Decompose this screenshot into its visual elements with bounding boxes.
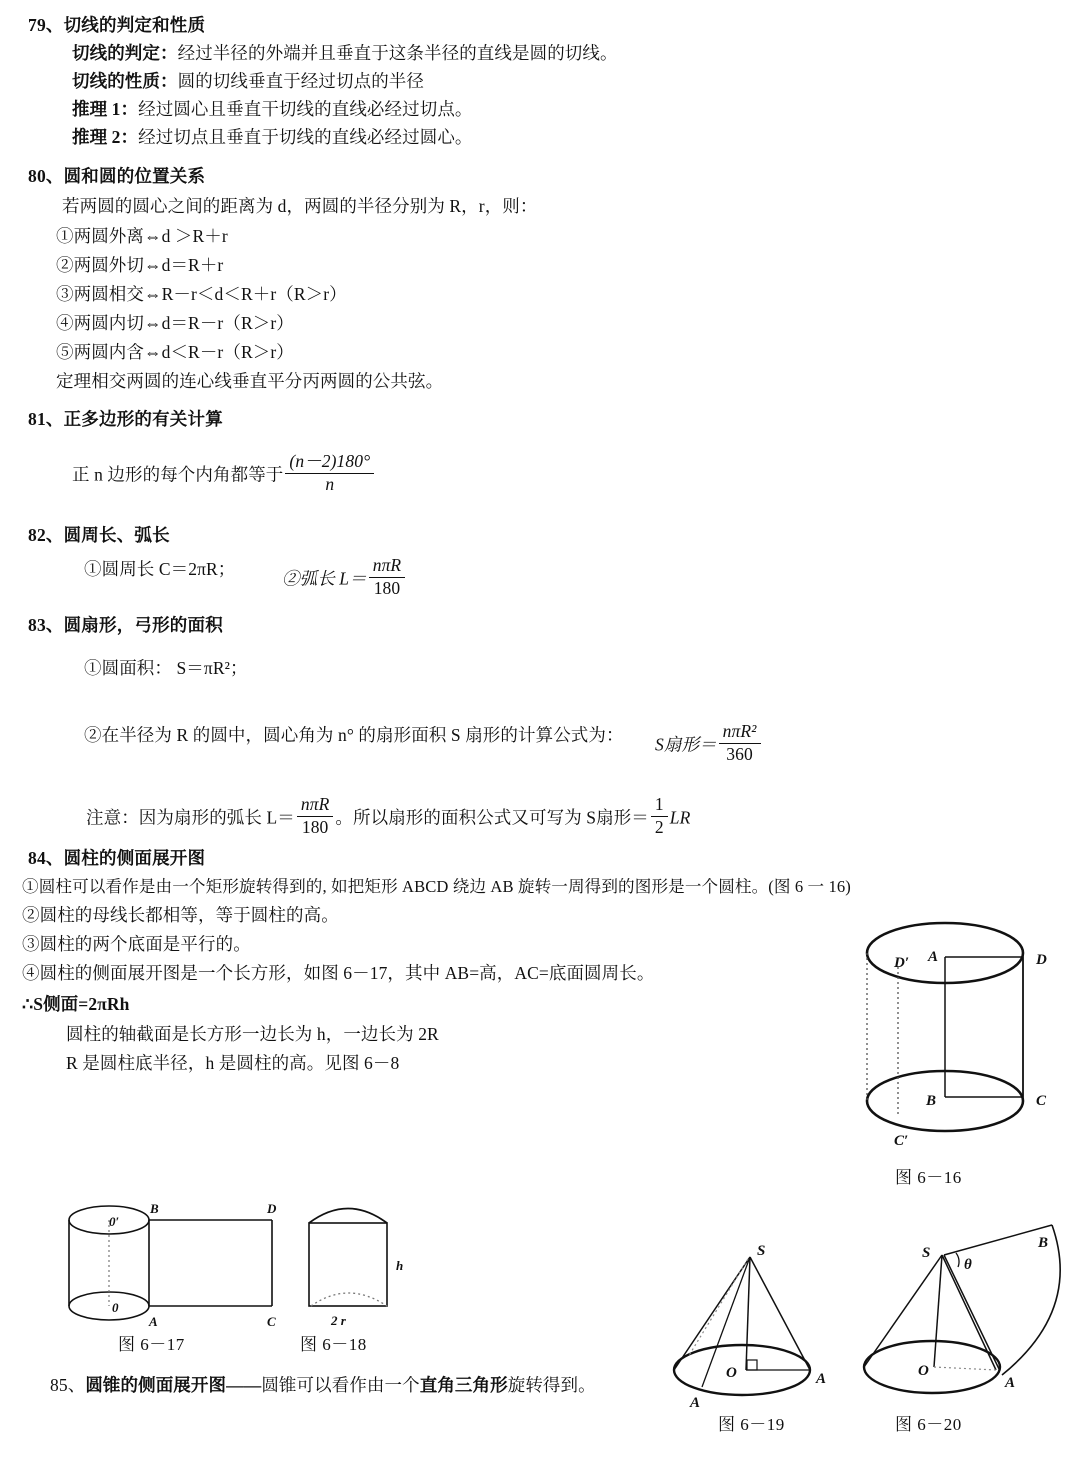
label-S: S [922, 1245, 931, 1261]
section-80-line-1: 若两圆的圆心之间的距离为 d，两圆的半径分别为 R，r，则： [62, 196, 538, 216]
section-83-note-denominator-1: 180 [301, 816, 329, 837]
section-79-line-4-text: 经过切点且垂直于切线的直线必经过圆心。 [138, 127, 473, 147]
section-82-item-2 [282, 556, 407, 598]
section-82-title: 圆周长、弧长 [63, 525, 170, 545]
section-81-formula-line [72, 452, 376, 494]
section-85-number: 85、 [50, 1375, 86, 1395]
section-83-note [86, 795, 690, 837]
section-80-title: 圆和圆的位置关系 [63, 166, 206, 186]
section-81-number: 81、 [28, 409, 64, 429]
section-84-line-3: ③圆柱的两个底面是平行的。 [22, 934, 251, 954]
section-82-heading [28, 522, 170, 547]
label-C: C [267, 1314, 276, 1329]
cylinder-axial-section-illustration [297, 1198, 422, 1333]
section-83-numerator: nπR² [719, 722, 761, 744]
section-79-number: 79、 [28, 15, 64, 35]
section-85-text-b: 旋转得到。 [507, 1375, 596, 1395]
section-82-denominator: 180 [373, 577, 401, 598]
label-B: B [150, 1201, 159, 1216]
section-79-line-3-label: 推理 1： [72, 99, 139, 119]
section-83-note-denominator-2: 2 [654, 816, 664, 837]
label-O-prime: 0′ [109, 1214, 120, 1229]
section-85-text-a: 圆锥可以看作由一个 [261, 1375, 420, 1395]
section-79-line-1-label: 切线的判定： [72, 43, 178, 63]
figure-6-16-caption: 图 6－16 [895, 1168, 962, 1187]
section-85-title: 圆锥的侧面展开图 [85, 1375, 227, 1395]
section-83-note-fraction-2 [651, 795, 668, 837]
section-80-line-7: 定理相交两圆的连心线垂直平分丙两圆的公共弦。 [56, 371, 444, 391]
section-82-number: 82、 [28, 525, 64, 545]
label-B: B [926, 1093, 937, 1109]
section-79-line-2-text: 圆的切线垂直于经过切点的半径 [177, 71, 425, 91]
section-83-item-1: ①圆面积： S＝πR²； [84, 658, 248, 678]
section-85-dash: —— [226, 1375, 262, 1395]
section-81-fraction [285, 452, 374, 494]
section-79-heading [28, 12, 205, 37]
section-79-title: 切线的判定和性质 [63, 15, 206, 35]
section-83-title: 圆扇形，弓形的面积 [63, 615, 223, 635]
label-theta: θ [964, 1257, 972, 1273]
label-A: A [1005, 1375, 1016, 1391]
section-80-number: 80、 [28, 166, 64, 186]
figure-6-18 [297, 1198, 422, 1333]
label-A: A [149, 1314, 158, 1329]
section-83-fraction [719, 722, 761, 764]
section-83-note-tail: LR [669, 807, 691, 828]
section-80-line-3: ②两圆外切⇔d＝R＋r [56, 255, 224, 275]
section-79-line-2-label: 切线的性质： [72, 71, 178, 91]
section-79-line-3 [72, 96, 473, 121]
label-O: O [918, 1363, 929, 1379]
figure-6-20-caption: 图 6－20 [895, 1415, 962, 1434]
section-84-title: 圆柱的侧面展开图 [63, 848, 206, 868]
section-83-item-2-formula [655, 722, 763, 764]
label-D-prime: D′ [894, 955, 910, 971]
section-84-number: 84、 [28, 848, 64, 868]
section-79-line-4 [72, 124, 473, 149]
cone-unrolled-sector-illustration [860, 1215, 1075, 1425]
figure-6-19 [660, 1235, 840, 1425]
label-A-front: A [690, 1395, 701, 1411]
label-S: S [757, 1243, 766, 1259]
section-84-sub-line-1: 圆柱的轴截面是长方形一边长为 h，一边长为 2R [66, 1024, 439, 1044]
section-79-line-3-text: 经过圆心且垂直干切线的直线必经过切点。 [138, 99, 473, 119]
section-85-text-bold: 直角三角形 [419, 1375, 508, 1395]
section-82-fraction [369, 556, 406, 598]
section-79-line-4-label: 推理 2： [72, 127, 139, 147]
section-83-number: 83、 [28, 615, 64, 635]
label-O: O [726, 1365, 737, 1381]
section-84-conclusion: ∴S侧面=2πRh [22, 994, 130, 1014]
label-D: D [267, 1201, 277, 1216]
section-81-denominator: n [325, 473, 335, 494]
section-82-item-1: ①圆周长 C＝2πR； [84, 559, 236, 579]
section-83-heading [28, 612, 223, 637]
section-79-line-2 [72, 68, 424, 93]
section-83-note-numerator-1: nπR [297, 795, 334, 817]
figure-6-17-caption: 图 6－17 [118, 1335, 185, 1354]
section-84-heading [28, 845, 205, 870]
cylinder-unrolled-illustration [62, 1198, 287, 1333]
section-83-note-lead: 注意：因为扇形的弧长 L＝ [86, 807, 295, 828]
label-B: B [1038, 1235, 1049, 1251]
section-84-line-1: ①圆柱可以看作是由一个矩形旋转得到的, 如把矩形 ABCD 绕边 AB 旋转一周得到的图形是一个圆柱。(图 6 一 16) [22, 877, 851, 896]
figure-6-19-caption: 图 6－19 [718, 1415, 785, 1434]
section-83-item-2-lead: ②在半径为 R 的圆中，圆心角为 n° 的扇形面积 S 扇形的计算公式为： [84, 725, 624, 745]
section-83-note-numerator-2: 1 [651, 795, 668, 817]
section-83-note-fraction-1 [297, 795, 334, 837]
cone-3d-illustration [660, 1235, 840, 1425]
label-C: C [1036, 1093, 1047, 1109]
section-82-item-2-lead: ②弧长 L＝ [282, 568, 367, 589]
section-85-line [50, 1372, 596, 1397]
label-2r: 2 r [331, 1313, 346, 1328]
label-h: h [396, 1258, 404, 1273]
cylinder-3d-illustration [850, 905, 1075, 1155]
section-79-line-1 [72, 40, 618, 65]
figure-6-18-caption: 图 6－18 [300, 1335, 367, 1354]
label-A: A [928, 949, 939, 965]
section-81-heading [28, 406, 223, 431]
section-84-line-4: ④圆柱的侧面展开图是一个长方形，如图 6－17，其中 AB=高，AC=底面圆周长。 [22, 963, 655, 983]
section-83-note-mid: 。所以扇形的面积公式又可写为 S扇形＝ [335, 807, 649, 828]
section-83-item-2-lhs: S扇形＝ [655, 734, 717, 755]
label-C-prime: C′ [894, 1133, 909, 1149]
section-80-line-2: ①两圆外离⇔d ＞R＋r [56, 226, 228, 246]
label-D: D [1036, 952, 1047, 968]
section-81-numerator: (n－2)180° [285, 452, 374, 474]
section-84-sub-line-2: R 是圆柱底半径，h 是圆柱的高。见图 6－8 [66, 1053, 400, 1073]
figure-6-16 [850, 905, 1075, 1155]
section-80-line-6: ⑤两圆内含⇔d＜R－r（R＞r） [56, 342, 294, 362]
section-83-denominator: 360 [726, 743, 753, 764]
section-80-line-5: ④两圆内切⇔d＝R－r（R＞r） [56, 313, 294, 333]
section-82-numerator: nπR [369, 556, 406, 578]
section-81-title: 正多边形的有关计算 [63, 409, 223, 429]
section-84-line-2: ②圆柱的母线长都相等，等于圆柱的高。 [22, 905, 339, 925]
label-O: 0 [112, 1300, 119, 1315]
figure-6-20 [860, 1215, 1075, 1425]
label-A-right: A [816, 1371, 827, 1387]
section-79-line-1-text: 经过半径的外端并且垂直于这条半径的直线是圆的切线。 [177, 43, 618, 63]
figure-6-17 [62, 1198, 287, 1333]
section-81-formula-lead: 正 n 边形的每个内角都等于 [72, 464, 284, 485]
section-80-line-4: ③两圆相交⇔R－r＜d＜R＋r（R＞r） [56, 284, 347, 304]
section-80-heading [28, 163, 205, 188]
